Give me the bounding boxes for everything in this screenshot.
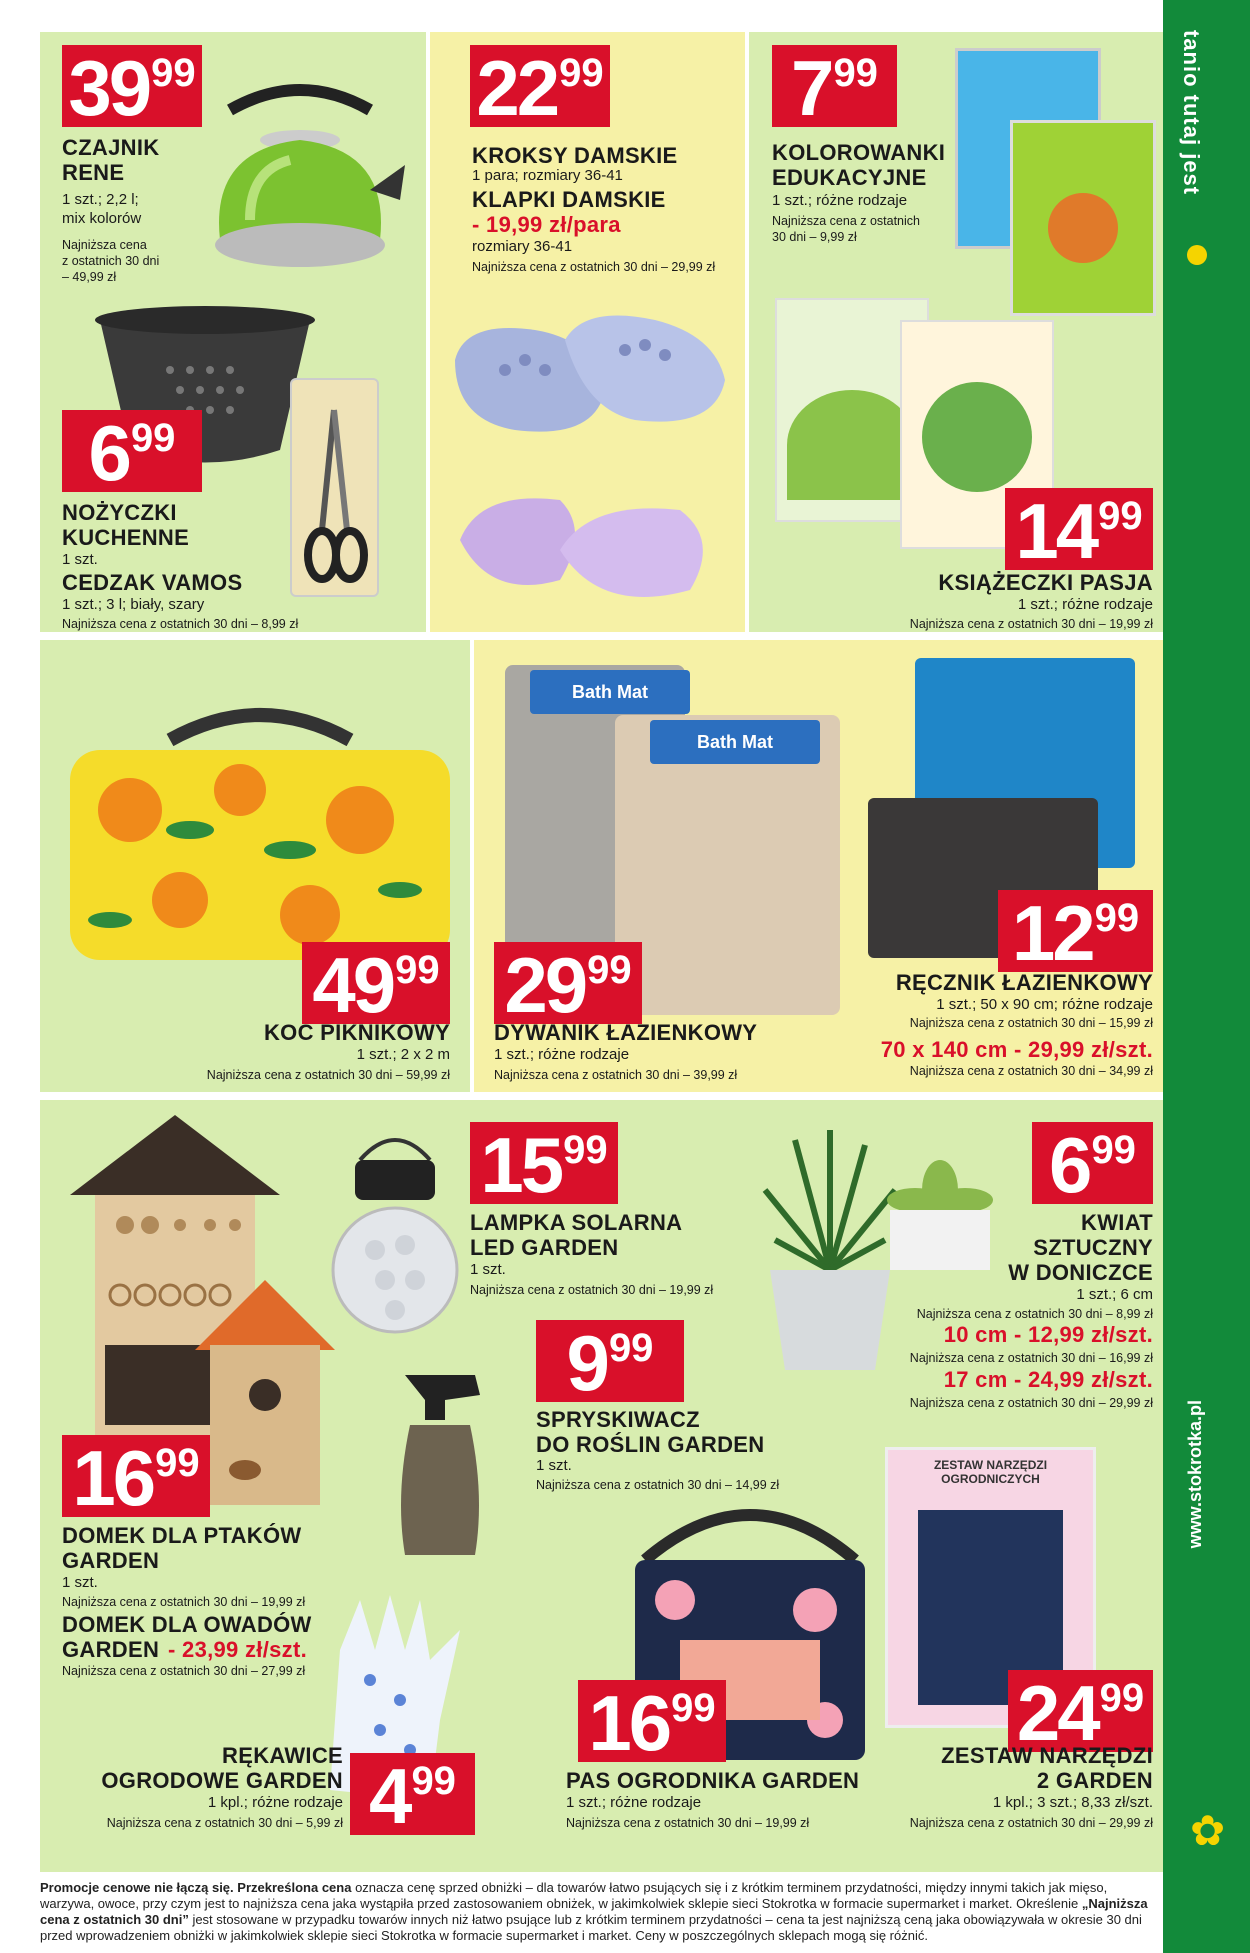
product-desc-ksiazeczki: 1 szt.; różne rodzaje (1017, 596, 1153, 613)
book-illustration (787, 390, 917, 500)
footer-crossed-price: Przekreślona cena (233, 1880, 352, 1895)
price-zl: 49 (312, 941, 394, 1029)
lowest-price-rekawice: Najniższa cena z ostatnich 30 dni – 5,99 zł (106, 1816, 343, 1830)
product-desc-pas: 1 szt.; różne rodzaje (566, 1794, 702, 1811)
brand-sidebar (1163, 0, 1250, 1953)
price-zl: 29 (504, 941, 586, 1029)
bear-illustration (1048, 193, 1118, 263)
product-desc-kolorowanki: 1 szt.; różne rodzaje (772, 192, 908, 209)
price-tag-koc (302, 941, 450, 1029)
price-tag-kroksy (470, 44, 610, 132)
daisy-logo-icon: ✿ (1190, 1807, 1226, 1854)
alt-price-domek-owadow: - 23,99 zł/szt. (168, 1637, 308, 1662)
price-tag-kwiat (1032, 1121, 1153, 1209)
product-title-rekawice: RĘKAWICE OGRODOWE GARDEN (101, 1743, 343, 1793)
alt-price-kwiat-17: 17 cm - 24,99 zł/szt. (943, 1367, 1153, 1392)
product-desc-rekawice: 1 kpl.; różne rodzaje (207, 1794, 343, 1811)
footer-lowest-price-term: „Najniższa cena z ostatnich 30 dni” (40, 1896, 1148, 1927)
product-desc-spryskiwacz: 1 szt. (536, 1457, 572, 1474)
lowest-price-kolorowanki: Najniższa cena z ostatnich 30 dni – 9,99 zł (772, 214, 920, 244)
product-desc-nozyczki: 1 szt. (62, 551, 98, 568)
brand-tagline: tanio tutaj jest (1179, 30, 1204, 196)
price-tag-rekawice (350, 1752, 475, 1840)
lowest-price-ksiazeczki: Najniższa cena z ostatnich 30 dni – 19,99 zł (909, 617, 1153, 631)
product-desc-domek-ptakow: 1 szt. (62, 1574, 98, 1591)
price-gr: 99 (395, 948, 440, 992)
alt-price-recznik: 70 x 140 cm - 29,99 zł/szt. (880, 1037, 1153, 1062)
price-gr: 99 (130, 416, 176, 460)
price-zl: 24 (1016, 1669, 1098, 1757)
product-desc-kwiat: 1 szt.; 6 cm (1076, 1286, 1153, 1303)
price-tag-dywanik (494, 941, 642, 1029)
product-title-lampka: LAMPKA SOLARNA LED GARDEN (470, 1210, 683, 1260)
lowest-price-dywanik: Najniższa cena z ostatnich 30 dni – 39,99 zł (494, 1068, 738, 1082)
price-zl: 16 (72, 1434, 154, 1522)
product-title-koc: KOC PIKNIKOWY (263, 1020, 450, 1045)
price-tag-kolorowanki (772, 44, 897, 132)
slides-image (450, 470, 730, 620)
product-title-klapki: KLAPKI DAMSKIE (472, 187, 666, 212)
footer-lead: Promocje cenowe nie łączą się. (40, 1880, 234, 1895)
price-zl: 9 (566, 1319, 607, 1407)
product-desc-lampka: 1 szt. (470, 1261, 506, 1278)
lowest-price-czajnik: Najniższa cena z ostatnich 30 dni – 49,99 zł (62, 238, 160, 284)
spray-bottle-image (385, 1365, 495, 1565)
product-title-pas: PAS OGRODNIKA GARDEN (566, 1768, 860, 1793)
product-title-spryskiwacz: SPRYSKIWACZ DO ROŚLIN GARDEN (536, 1407, 765, 1457)
product-desc-czajnik: 1 szt.; 2,2 l; mix kolorów (62, 191, 142, 227)
price-zl: 6 (88, 409, 129, 497)
price-gr: 99 (671, 1686, 716, 1730)
lowest-price-recznik-2: Najniższa cena z ostatnich 30 dni – 34,99 zł (909, 1064, 1153, 1078)
price-gr: 99 (587, 948, 632, 992)
product-title-kolorowanki: KOLOROWANKI EDUKACYJNE (772, 140, 946, 190)
product-desc-zestaw: 1 kpl.; 3 szt.; 8,33 zł/szt. (992, 1794, 1153, 1811)
product-desc-dywanik: 1 szt.; różne rodzaje (494, 1046, 630, 1063)
product-desc-koc: 1 szt.; 2 x 2 m (356, 1046, 450, 1063)
lowest-price-kwiat-17: Najniższa cena z ostatnich 30 dni – 29,99 zł (909, 1396, 1153, 1410)
kettle-image (190, 70, 410, 300)
product-title-kwiat: KWIAT SZTUCZNY W DONICZCE (1008, 1210, 1153, 1285)
lowest-price-kwiat-10: Najniższa cena z ostatnich 30 dni – 16,99 zł (909, 1351, 1153, 1365)
price-tag-recznik (998, 889, 1153, 977)
price-tag-lampka (470, 1121, 618, 1209)
price-tag-zestaw (1008, 1669, 1153, 1757)
product-title-domek-owadow: DOMEK DLA OWADÓW GARDEN (62, 1612, 312, 1662)
price-tag-pas (578, 1679, 726, 1767)
bath-mat-label: Bath Mat (530, 670, 690, 714)
bath-mat-label-2: Bath Mat (650, 720, 820, 764)
product-title-recznik: RĘCZNIK ŁAZIENKOWY (895, 970, 1153, 995)
price-gr: 99 (1099, 1676, 1145, 1720)
price-gr: 99 (608, 1326, 654, 1370)
price-zl: 12 (1011, 889, 1093, 977)
book-illustration-2 (922, 382, 1032, 492)
alt-price-kwiat-10: 10 cm - 12,99 zł/szt. (943, 1322, 1153, 1347)
lowest-price-domek-ptakow: Najniższa cena z ostatnich 30 dni – 19,99 zł (62, 1595, 306, 1609)
clogs-image (445, 300, 745, 460)
price-zl: 7 (791, 44, 832, 132)
product-title-czajnik: CZAJNIK RENE (62, 135, 160, 185)
product-title-zestaw: ZESTAW NARZĘDZI 2 GARDEN (941, 1743, 1153, 1793)
product-desc-klapki: rozmiary 36-41 (472, 238, 573, 255)
price-gr: 99 (563, 1128, 608, 1172)
scissors-package-image (290, 378, 379, 597)
lowest-price-recznik: Najniższa cena z ostatnich 30 dni – 15,99 zł (909, 1016, 1153, 1030)
price-tag-spryskiwacz (536, 1319, 684, 1407)
price-tag-ksiazeczki (1005, 487, 1153, 575)
product-title-cedzak: CEDZAK VAMOS (62, 570, 243, 595)
product-desc-recznik: 1 szt.; 50 x 90 cm; różne rodzaje (936, 996, 1153, 1013)
price-tag-nozyczki (62, 409, 202, 497)
price-gr: 99 (151, 51, 196, 95)
price-gr: 99 (411, 1759, 456, 1803)
lowest-price-pas: Najniższa cena z ostatnich 30 dni – 19,99 zł (566, 1816, 810, 1830)
yellow-dot-icon (1187, 245, 1207, 265)
footer-text-1: oznacza cenę sprzed obniżki – dla towarów łatwo psujących się i z krótkim terminem przydatności, między innymi takich jak mięso, warzywa, owoce, przy czym jest to najniższa cena jaka wystąpiła przed zastosowaniem obniżek, w jakimkolwiek sklepie sieci Stokrotka w formacie supermarket i market. Określenie (40, 1880, 1108, 1911)
price-zl: 14 (1015, 487, 1097, 575)
lowest-price-nozyczki: Najniższa cena z ostatnich 30 dni – 8,99 zł (62, 617, 299, 631)
brand-url: www.stokrotka.pl (1185, 1400, 1205, 1549)
product-title-nozyczki: NOŻYCZKI KUCHENNE (62, 500, 190, 550)
picnic-blanket-image (70, 700, 450, 960)
product-title-kroksy: KROKSY DAMSKIE (472, 143, 678, 168)
alt-price-klapki: - 19,99 zł/para (472, 212, 621, 237)
coloring-book-image-2 (1010, 120, 1156, 316)
lowest-price-lampka: Najniższa cena z ostatnich 30 dni – 19,99 zł (470, 1283, 714, 1297)
product-title-domek-ptakow: DOMEK DLA PTAKÓW GARDEN (62, 1523, 302, 1573)
price-zl: 16 (588, 1679, 670, 1767)
price-tag-czajnik (62, 44, 202, 132)
price-zl: 39 (68, 44, 150, 132)
price-zl: 4 (369, 1752, 410, 1840)
price-gr: 99 (1098, 494, 1143, 538)
price-tag-domek (62, 1434, 210, 1522)
price-zl: 6 (1049, 1121, 1090, 1209)
price-zl: 22 (476, 44, 558, 132)
lowest-price-spryskiwacz: Najniższa cena z ostatnich 30 dni – 14,99 zł (536, 1478, 780, 1492)
price-gr: 99 (1094, 896, 1140, 940)
price-gr: 99 (155, 1441, 200, 1485)
product-title-ksiazeczki: KSIĄŻECZKI PASJA (938, 570, 1153, 595)
lowest-price-kroksy: Najniższa cena z ostatnich 30 dni – 29,99 zł (472, 260, 716, 274)
price-zl: 15 (480, 1121, 562, 1209)
potted-succulent-image (880, 1150, 1000, 1270)
price-gr: 99 (833, 51, 878, 95)
legal-footer (40, 1880, 1160, 1944)
product-title-dywanik: DYWANIK ŁAZIENKOWY (494, 1020, 758, 1045)
lowest-price-kwiat: Najniższa cena z ostatnich 30 dni – 8,99 zł (916, 1307, 1153, 1321)
price-gr: 99 (1091, 1128, 1136, 1172)
product-desc-kroksy: 1 para; rozmiary 36-41 (472, 167, 623, 184)
product-desc-cedzak: 1 szt.; 3 l; biały, szary (62, 596, 205, 613)
footer-text-2: jest stosowane w przypadku towarów innych niż łatwo psujące lub z krótkim terminem przydatności – cena ta jest najniższą ceną jaka obowiązywała w okresie 30 dni przed wprowadzeniem obniżki w jakimkolwiek sklepie sieci Stokrotka w formacie supermarket i market. Ceny w poszczególnych sklepach mogą się różnić. (40, 1912, 1142, 1943)
lowest-price-domek-owadow: Najniższa cena z ostatnich 30 dni – 27,99 zł (62, 1664, 306, 1678)
tool-set-box-label: ZESTAW NARZĘDZI OGRODNICZYCH (933, 1458, 1048, 1486)
price-gr: 99 (559, 51, 604, 95)
lowest-price-zestaw: Najniższa cena z ostatnich 30 dni – 29,99 zł (909, 1816, 1153, 1830)
lowest-price-koc: Najniższa cena z ostatnich 30 dni – 59,99 zł (206, 1068, 450, 1082)
solar-lamp-image (330, 1130, 460, 1340)
birdhouse-image (195, 1280, 335, 1510)
